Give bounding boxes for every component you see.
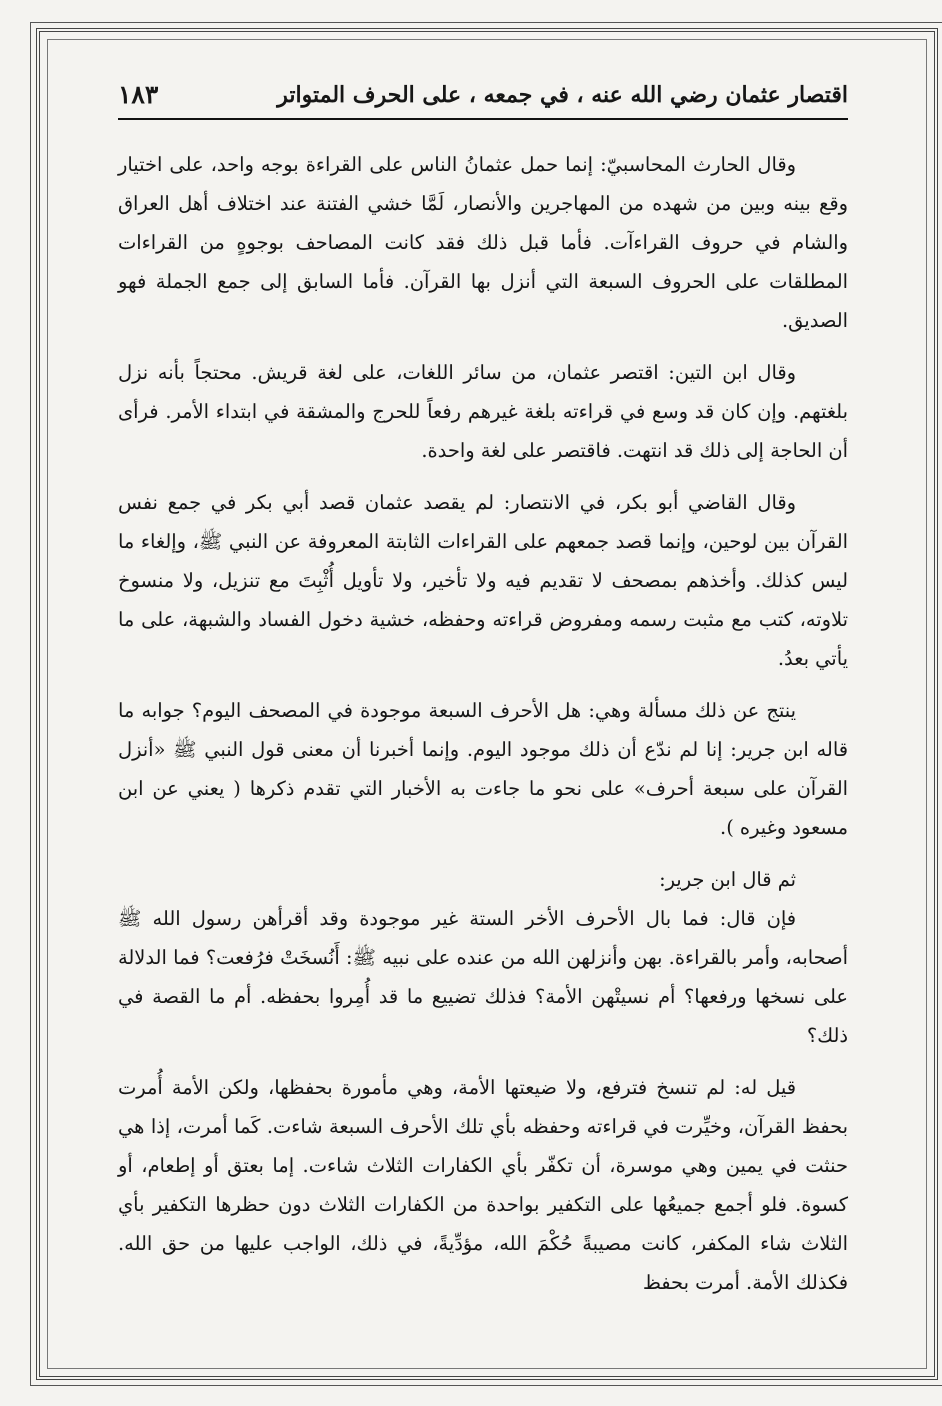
- running-title: اقتصار عثمان رضي الله عنه ، في جمعه ، على الحرف المتواتر: [277, 82, 848, 108]
- paragraph-objection: فإن قال: فما بال الأحرف الأخر الستة غير موجودة وقد أقرأهن رسول الله ﷺ أصحابه، وأمر بالقراءة. بهن وأنزلهن الله من عنده على نبيه ﷺ: أَنُسخَتْ فرُفعت؟ فما الدلالة على نسخها ورفعها؟ أم نسيتْهن الأمة؟ فذلك تضييع ما قد أُمِروا بحفظه. أم ما القصة في ذلك؟: [118, 907, 848, 1047]
- paragraph-muhasibi: وقال الحارث المحاسبيّ: إنما حمل عثمانُ الناس على القراءة بوجه واحد، على اختيار وقع بينه وبين من شهده من المهاجرين والأنصار، لَمَّا خشي الفتنة عند اختلاف أهل العراق والشام في حروف القراءآت. فأما قبل ذلك فقد كانت المصاحف بوجوهٍ من القراءات المطلقات على الحروف السبعة التي أنزل بها القرآن. فأما السابق إلى جمع الجملة فهو الصديق.: [118, 153, 848, 332]
- page-body: [118, 145, 848, 1315]
- paragraph-ibn-jarir-intro: ثم قال ابن جرير:: [659, 868, 796, 891]
- page-number: ١٨٣: [118, 80, 159, 109]
- paragraph-reply: قيل له: لم تنسخ فترفع، ولا ضيعتها الأمة، وهي مأمورة بحفظها، ولكن الأمة أُمرت بحفظ القرآن، وخيِّرت في قراءته وحفظه بأي تلك الأحرف السبعة شاءت. كَما أمرت، إذا هي حنثت في يمين وهي موسرة، أن تكفّر بأي الكفارات الثلاث شاءت. إما بعتق أو إطعام، أو كسوة. فلو أجمع جميعُها على التكفير بواحدة من الكفارات الثلاث دون حظرها التكفير بأي الثلاث شاء المكفر، كانت مصيبةً حُكْمَ الله، مؤدِّيةً، في ذلك، الواجب عليها من حق الله. فكذلك الأمة. أمرت بحفظ: [118, 1076, 848, 1294]
- page-header: [118, 78, 848, 120]
- paragraph-question: ينتج عن ذلك مسألة وهي: هل الأحرف السبعة موجودة في المصحف اليوم؟ جوابه ما قاله ابن جرير: إنا لم ندّع أن ذلك موجود اليوم. وإنما أخبرنا أن معنى قول النبي ﷺ «أنزل القرآن على سبعة أحرف» على نحو ما جاءت به الأخبار التي تقدم ذكرها ( يعني عن ابن مسعود وغيره ).: [118, 699, 848, 839]
- paragraph-qadi-abu-bakr: وقال القاضي أبو بكر، في الانتصار: لم يقصد عثمان قصد أبي بكر في جمع نفس القرآن بين لوحين، وإنما قصد جمعهم على القراءات الثابتة المعروفة عن النبي ﷺ، وإلغاء ما ليس كذلك. وأخذهم بمصحف لا تقديم فيه ولا تأخير، ولا تأويل أُثْبِتَ مع تنزيل، ولا منسوخ تلاوته، كتب مع مثبت رسمه ومفروض قراءته وحفظه، خشية دخول الفساد والشبهة، على ما يأتي بعدُ.: [118, 491, 848, 670]
- paragraph-ibn-al-tin: وقال ابن التين: اقتصر عثمان، من سائر اللغات، على لغة قريش. محتجاً بأنه نزل بلغتهم. وإن كان قد وسع في قراءته بلغة غيرهم رفعاً للحرج والمشقة في ابتداء الأمر. فرأى أن الحاجة إلى ذلك قد انتهت. فاقتصر على لغة واحدة.: [118, 361, 848, 462]
